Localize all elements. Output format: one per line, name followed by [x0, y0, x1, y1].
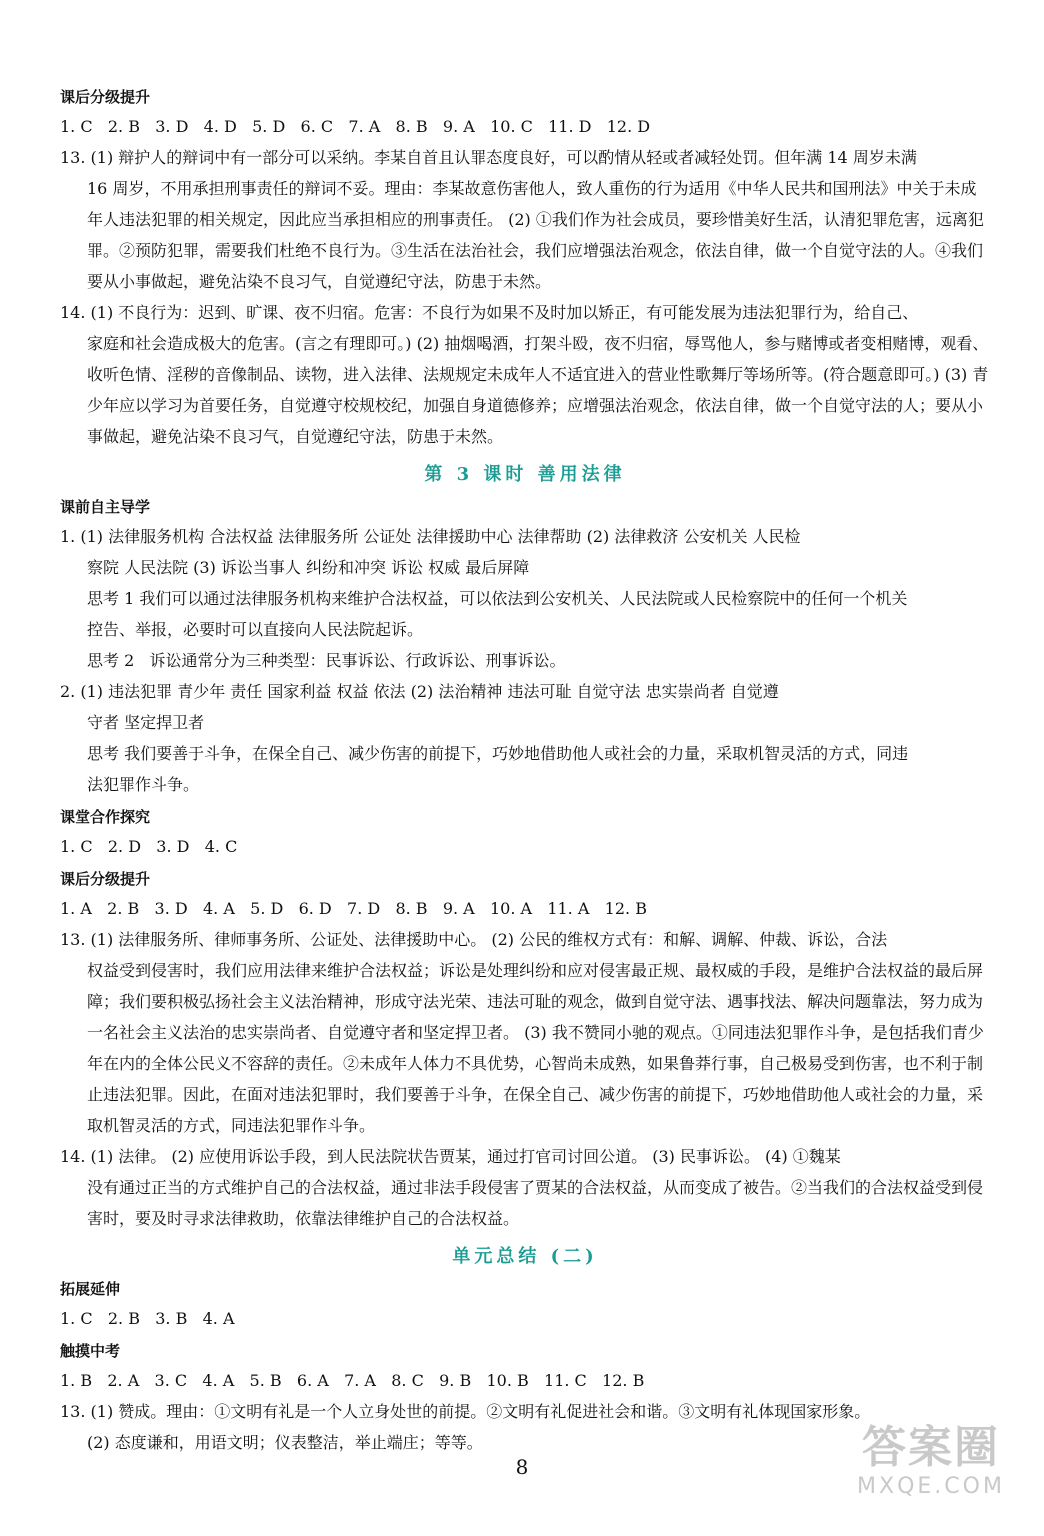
think-3: [60, 738, 990, 800]
page-content: [60, 80, 990, 1458]
section-heading: 拓展延伸: [60, 1280, 121, 1298]
think-2: 思考 2 诉讼通常分为三种类型：民事诉讼、行政诉讼、刑事诉讼。: [87, 651, 566, 670]
question-text: 13. (1) 法律服务所、律师事务所、公证处、法律援助中心。 (2) 公民的维权方式有：和解、调解、仲裁、诉讼，合法: [60, 930, 888, 949]
question-13-part-2: (2) 态度谦和，用语文明；仪表整洁，举止端庄；等等。: [87, 1433, 483, 1452]
think-1: [60, 583, 990, 645]
question-text: 14. (1) 不良行为：迟到、旷课、夜不归宿。危害：不良行为如果不及时加以矫正，有可能发展为违法犯罪行为，给自己、: [60, 303, 919, 322]
watermark-text: 答案圈: [862, 1422, 1000, 1473]
section-heading: 课前自主导学: [60, 498, 151, 516]
question-text: 14. (1) 法律。 (2) 应使用诉讼手段，到人民法院状告贾某，通过打官司讨回公道。 (3) 民事诉讼。 (4) ①魏某: [60, 1147, 841, 1166]
question-13: [60, 924, 990, 1141]
answer-line: 1. A 2. B 3. D 4. A 5. D 6. D 7. D 8. B 9. A 10. A 11. A 12. B: [60, 899, 647, 918]
answer-line: 1. B 2. A 3. C 4. A 5. B 6. A 7. A 8. C 9. B 10. B 11. C 12. B: [60, 1371, 645, 1390]
question-text: 13. (1) 辩护人的辩词中有一部分可以采纳。李某自首且认罪态度良好，可以酌情从轻或者减轻处罚。但年满 14 周岁未满: [60, 148, 917, 167]
lesson-title: 第 3 课时 善用法律: [424, 464, 626, 485]
question-14: [60, 1141, 990, 1234]
question-13: 13. (1) 赞成。理由：①文明有礼是一个人立身处世的前提。②文明有礼促进社会和谐。③文明有礼体现国家形象。: [60, 1402, 871, 1421]
answer-line: 1. C 2. B 3. B 4. A: [60, 1309, 235, 1328]
answer-line: 1. C 2. D 3. D 4. C: [60, 837, 238, 856]
question-text-cont: 家庭和社会造成极大的危害。(言之有理即可。) (2) 抽烟喝酒，打架斗殴，夜不归宿，辱骂他人，参与赌博或者变相赌博，观看、收听色情、淫秽的音像制品、读物，进入法律、法规规定未成年人不适宜进入的营业性歌舞厅等场所等。(符合题意即可。) (3) 青少年应以学习为首要任务，自觉遵守校规校纪，加强自身道德修养；应增强法治观念，依法自律，做一个自觉守法的人；要从小事做起，避免沾染不良习气，自觉遵纪守法，防患于未然。: [87, 334, 989, 446]
question-text-cont: 16 周岁，不用承担刑事责任的辩词不妥。理由：李某故意伤害他人，致人重伤的行为适用《中华人民共和国刑法》中关于未成年人违法犯罪的相关规定，因此应当承担相应的刑事责任。 (2) ①我们作为社会成员，要珍惜美好生活，认清犯罪危害，远离犯罪。②预防犯罪，需要我们杜绝不良行为。③生活在法治社会，我们应增强法治观念，依法自律，做一个自觉守法的人。④我们要从小事做起，避免沾染不良习气，自觉遵纪守法，防患于未然。: [87, 179, 984, 291]
question-text: 1. (1) 法律服务机构 合法权益 法律服务所 公证处 法律援助中心 法律帮助 (2) 法律救济 公安机关 人民检: [60, 527, 801, 546]
question-text-cont: 察院 人民法院 (3) 诉讼当事人 纠纷和冲突 诉讼 权威 最后屏障: [87, 558, 530, 577]
section-heading: 课堂合作探究: [60, 808, 151, 826]
question-14: [60, 297, 990, 452]
question-13: [60, 142, 990, 297]
question-text-cont: 没有通过正当的方式维护自己的合法权益，通过非法手段侵害了贾某的合法权益，从而变成了被告。②当我们的合法权益受到侵害时，要及时寻求法律救助，依靠法律维护自己的合法权益。: [87, 1178, 984, 1228]
think-text: 思考 我们要善于斗争，在保全自己、减少伤害的前提下，巧妙地借助他人或社会的力量，采取机智灵活的方式，同违: [87, 744, 909, 763]
think-text-cont: 控告、举报，必要时可以直接向人民法院起诉。: [87, 620, 424, 639]
section-heading: 课后分级提升: [60, 88, 151, 106]
answer-line: 1. C 2. B 3. D 4. D 5. D 6. C 7. A 8. B 9. A 10. C 11. D 12. D: [60, 117, 651, 136]
question-text-cont: 权益受到侵害时，我们应用法律来维护合法权益；诉讼是处理纠纷和应对侵害最正规、最权威的手段，是维护合法权益的最后屏障；我们要积极弘扬社会主义法治精神，形成守法光荣、违法可耻的观念，做到自觉守法、遇事找法、解决问题靠法，努力成为一名社会主义法治的忠实崇尚者、自觉遵守者和坚定捍卫者。 (3) 我不赞同小驰的观点。①同违法犯罪作斗争，是包括我们青少年在内的全体公民义不容辞的责任。②未成年人体力不具优势，心智尚未成熟，如果鲁莽行事，自己极易受到伤害，也不利于制止违法犯罪。因此，在面对违法犯罪时，我们要善于斗争，在保全自己、减少伤害的前提下，巧妙地借助他人或社会的力量，采取机智灵活的方式，同违法犯罪作斗争。: [87, 961, 984, 1135]
unit-title: 单元总结 (二): [452, 1246, 598, 1267]
watermark-logo: [846, 1422, 1016, 1518]
question-2: [60, 676, 990, 738]
think-text: 思考 1 我们可以通过法律服务机构来维护合法权益，可以依法到公安机关、人民法院或人民检察院中的任何一个机关: [87, 589, 908, 608]
watermark-url: MXQE.COM: [857, 1474, 1005, 1499]
section-heading: 触摸中考: [60, 1342, 121, 1360]
section-heading: 课后分级提升: [60, 870, 151, 888]
page-number: 8: [515, 1455, 529, 1479]
question-1: [60, 521, 990, 583]
question-text: 2. (1) 违法犯罪 青少年 责任 国家利益 权益 依法 (2) 法治精神 违法可耻 自觉守法 忠实崇尚者 自觉遵: [60, 682, 779, 701]
think-text-cont: 法犯罪作斗争。: [87, 775, 200, 794]
question-text-cont: 守者 坚定捍卫者: [87, 713, 205, 732]
